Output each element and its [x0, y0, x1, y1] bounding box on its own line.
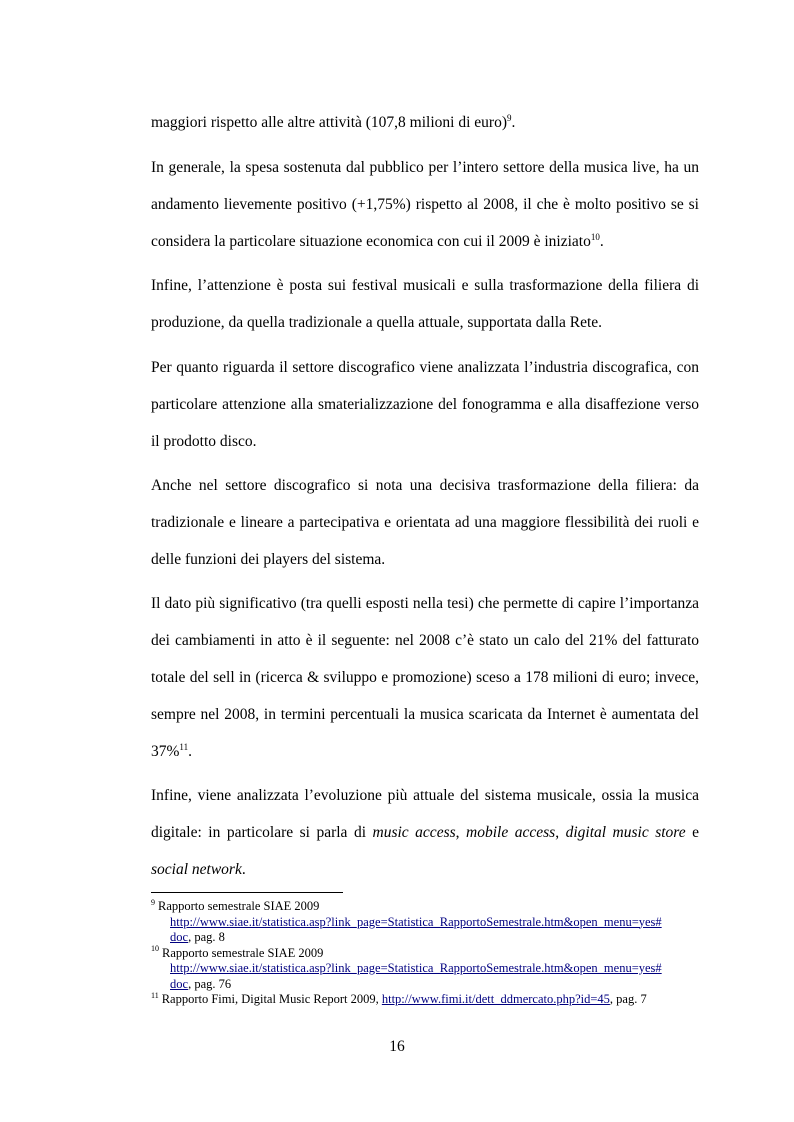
term-music-access: music access	[372, 824, 456, 841]
body-text-3	[151, 267, 699, 341]
paragraph-6: Il dato più significativo (tra quelli esposti nella tesi) che permette di capire l’importanza dei cambiamenti in atto è il seguente: nel 2008 c’è stato un calo del 21% del fatturato totale del sell in (ricerca & sviluppo e promozione) sceso a 178 milioni di euro; invece, sempre nel 2008, in termini percentuali la musica scaricata da Internet è aumentata del 37%$^{11}$.	[151, 595, 699, 760]
paragraph-5: Anche nel settore discografico si nota una decisiva trasformazione della filiera: da tradizionale e lineare a partecipativa e orientata ad una maggiore flessibilità dei ruoli e delle funzioni dei players del sistema.	[151, 477, 699, 568]
footnote-separator	[151, 892, 343, 893]
footnote-ref-10[interactable]: 10	[590, 231, 600, 242]
paragraph-3: Infine, l’attenzione è posta sui festival musicali e sulla trasformazione della filiera di produzione, da quella tradizionale a quella attuale, supportata dalla Rete.	[151, 277, 699, 331]
fimi-link[interactable]: http://www.fimi.it/dett_ddmercato.php?id=45	[381, 992, 610, 1006]
footnote-ref-11[interactable]: 11	[179, 741, 189, 752]
footnote-ref-9[interactable]: 9	[506, 112, 512, 123]
siae-link-1-cont[interactable]: doc	[170, 930, 189, 944]
body-text-5	[151, 467, 699, 578]
siae-link-2[interactable]: http://www.siae.it/statistica.asp?link_page=Statistica_RapportoSemestrale.htm&open_menu=yes#	[170, 961, 662, 975]
page-number: 16	[389, 1038, 405, 1055]
paragraph-7: Infine, viene analizzata l’evoluzione più attuale del sistema musicale, ossia la musica digitale: in particolare si parla di music access, mobile access, digital music store e social network.	[151, 787, 700, 878]
paragraph-2: In generale, la spesa sostenuta dal pubblico per l’intero settore della musica live, ha un andamento lievemente positivo (+1,75%) rispetto al 2008, il che è molto positivo se si considera la particolare situazione economica con cui il 2009 è iniziato$^{10}$.	[151, 159, 699, 250]
body-text-6	[151, 585, 699, 770]
footnote-10-link: http://www.siae.it/statistica.asp?link_page=Statistica_RapportoSemestrale.htm&open_menu=yes# doc, pag. 76	[170, 961, 662, 991]
siae-link-2-cont[interactable]: doc	[170, 976, 189, 991]
footnote-11: $^{11}$ Rapporto Fimi, Digital Music Report 2009, http://www.fimi.it/dett_ddmercato.php?id=45, pag. 7	[151, 990, 647, 1006]
body-text-7	[151, 777, 699, 888]
term-social-network: social network	[151, 861, 242, 878]
footnotes	[151, 899, 711, 1008]
paragraph-1: maggiori rispetto alle altre attività (107,8 milioni di euro)$^9$.	[151, 112, 516, 131]
siae-link-1[interactable]: http://www.siae.it/statistica.asp?link_page=Statistica_RapportoSemestrale.htm&open_menu=yes#	[170, 914, 662, 929]
footnote-10: $^{10}$ Rapporto semestrale SIAE 2009	[151, 944, 324, 960]
term-digital-music-store: digital music store	[565, 824, 686, 841]
body-text	[151, 104, 699, 141]
body-text-4	[151, 349, 699, 460]
footnote-9-link: http://www.siae.it/statistica.asp?link_page=Statistica_RapportoSemestrale.htm&open_menu=yes# doc, pag. 8	[170, 914, 662, 944]
body-text-2	[151, 149, 699, 260]
footnote-9: $^9$ Rapporto semestrale SIAE 2009	[151, 897, 320, 913]
paragraph-4: Per quanto riguarda il settore discografico viene analizzata l’industria discografica, con particolare attenzione alla smaterializzazione del fonogramma e alla disaffezione verso il prodotto disco.	[151, 359, 699, 450]
term-mobile-access: mobile access	[466, 824, 556, 841]
